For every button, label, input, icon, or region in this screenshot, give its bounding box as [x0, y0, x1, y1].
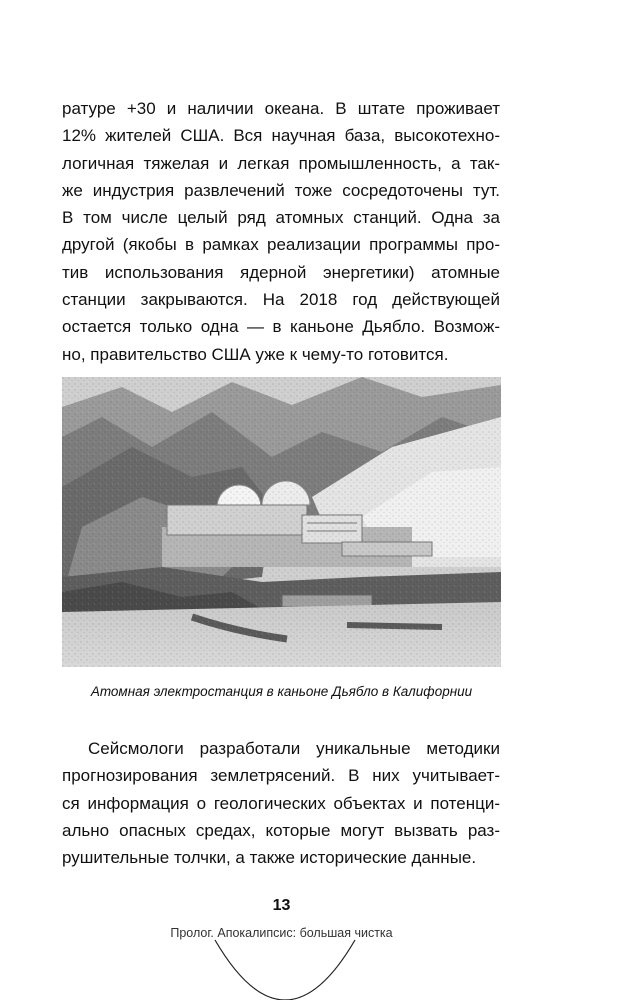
body-paragraph-2 — [62, 735, 500, 871]
body-paragraph-1 — [62, 95, 500, 368]
text-line: тив использования ядерной энергетики) атомные — [62, 262, 500, 282]
text-line: станции закрываются. На 2018 год действующей — [62, 290, 500, 310]
text-line: 12% жителей США. Вся научная база, высокотехно- — [62, 126, 500, 146]
text-line: же индустрия развлечений тоже сосредоточены тут. — [62, 180, 500, 200]
text-line: рушительные толчки, а также исторические данные. — [62, 848, 477, 868]
running-title: Пролог. Апокалипсис: большая чистка — [170, 926, 393, 940]
photo-caption: Атомная электростанция в каньоне Дьябло в Калифорнии — [90, 684, 473, 699]
text-line: прогнозирования землетрясений. В них учитывает- — [62, 766, 500, 786]
text-line: ся информация о геологических объектах и потенци- — [62, 793, 500, 813]
decorative-arc — [210, 935, 360, 1000]
photo-illustration — [62, 377, 501, 667]
text-line: Сейсмологи разработали уникальные методики — [88, 739, 500, 758]
text-line: ально опасных средах, которые могут вызвать раз- — [62, 820, 500, 840]
text-line: логичная тяжелая и легкая промышленность, а так- — [62, 153, 500, 173]
page-number: 13 — [272, 897, 291, 914]
nuclear-plant-photo — [62, 377, 501, 667]
text-line: остается только одна — в каньоне Дьябло. Возмож- — [62, 317, 500, 337]
text-line: другой (якобы в рамках реализации программы про- — [62, 235, 500, 255]
text-line: но, правительство США уже к чему-то готовится. — [62, 344, 449, 364]
text-line: В том числе целый ряд атомных станций. Одна за — [62, 208, 500, 228]
text-line: ратуре +30 и наличии океана. В штате проживает — [62, 99, 500, 118]
